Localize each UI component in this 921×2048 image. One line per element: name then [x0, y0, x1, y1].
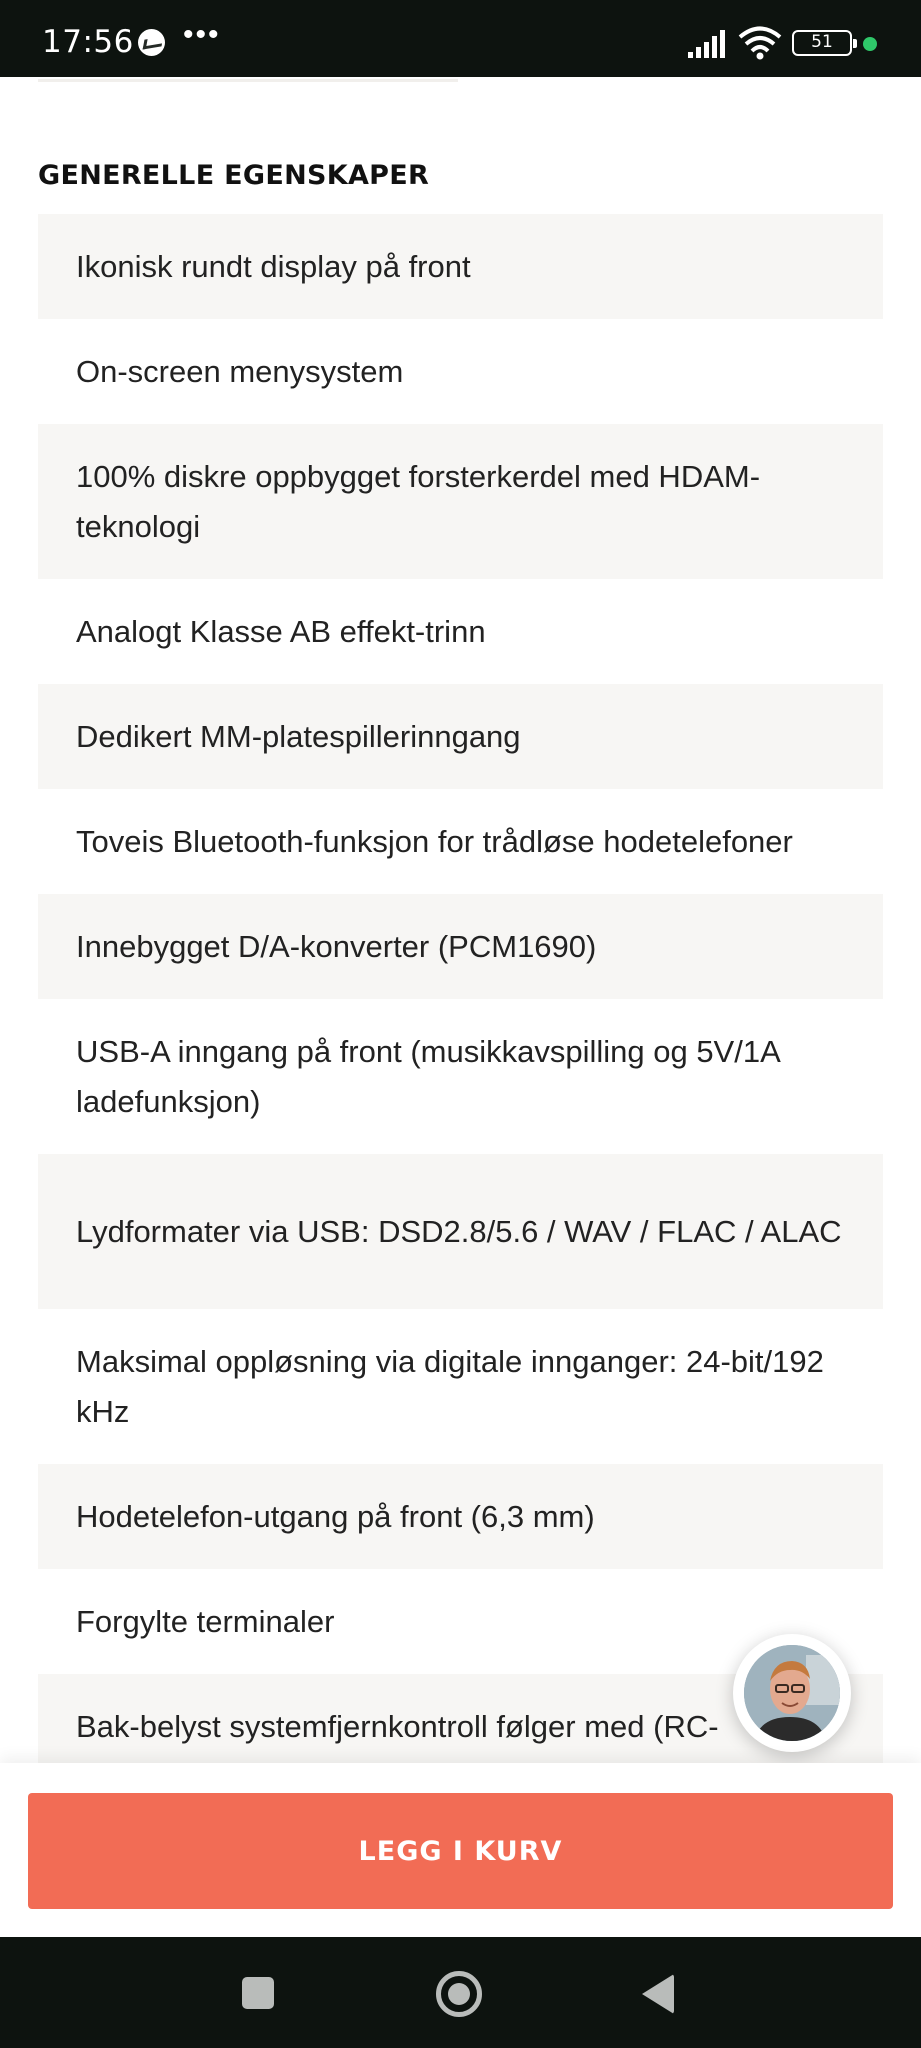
list-item: Ikonisk rundt display på front — [38, 214, 883, 319]
divider — [38, 79, 458, 82]
more-notifications-icon: ••• — [183, 18, 221, 51]
signal-icon — [688, 30, 730, 58]
list-item: Maksimal oppløsning via digitale innganger: 24-bit/192 kHz — [76, 1343, 824, 1429]
status-bar — [0, 0, 921, 77]
list-item: Lydformater via USB: DSD2.8/5.6 / WAV / FLAC / ALAC — [38, 1154, 883, 1309]
avatar-person-icon — [744, 1645, 840, 1741]
avatar — [744, 1645, 840, 1741]
privacy-indicator-dot — [863, 37, 877, 51]
back-icon[interactable] — [642, 1974, 674, 2014]
wifi-icon — [738, 26, 782, 60]
list-item: USB-A inngang på front (musikkavspilling og 5V/1A ladefunksjon) — [76, 1033, 780, 1119]
add-to-cart-button[interactable]: LEGG I KURV — [28, 1793, 893, 1909]
list-item: Bak-belyst systemfjernkontroll følger med (RC- — [38, 1674, 883, 1779]
add-to-cart-bar — [0, 1763, 921, 1937]
list-item: 100% diskre oppbygget forsterkerdel med HDAM-teknologi — [38, 424, 883, 579]
chat-avatar-button[interactable] — [733, 1634, 851, 1752]
feature-list — [38, 214, 883, 1779]
system-nav-bar — [0, 1937, 921, 2048]
list-item: Forgylte terminaler — [76, 1603, 335, 1639]
battery-icon — [792, 30, 852, 56]
battery-level: 51 — [811, 32, 833, 52]
messenger-icon — [138, 29, 165, 56]
section-heading: GENERELLE EGENSKAPER — [38, 160, 430, 191]
list-item: On-screen menysystem — [76, 353, 404, 389]
recent-apps-icon[interactable] — [242, 1977, 274, 2009]
home-icon[interactable] — [436, 1971, 482, 2017]
list-item: Dedikert MM-platespillerinngang — [38, 684, 883, 789]
list-item: Innebygget D/A-konverter (PCM1690) — [38, 894, 883, 999]
list-item: Analogt Klasse AB effekt-trinn — [76, 613, 486, 649]
list-item: Hodetelefon-utgang på front (6,3 mm) — [38, 1464, 883, 1569]
list-item: Toveis Bluetooth-funksjon for trådløse hodetelefoner — [76, 823, 793, 859]
status-time: 17:56 — [42, 24, 134, 60]
